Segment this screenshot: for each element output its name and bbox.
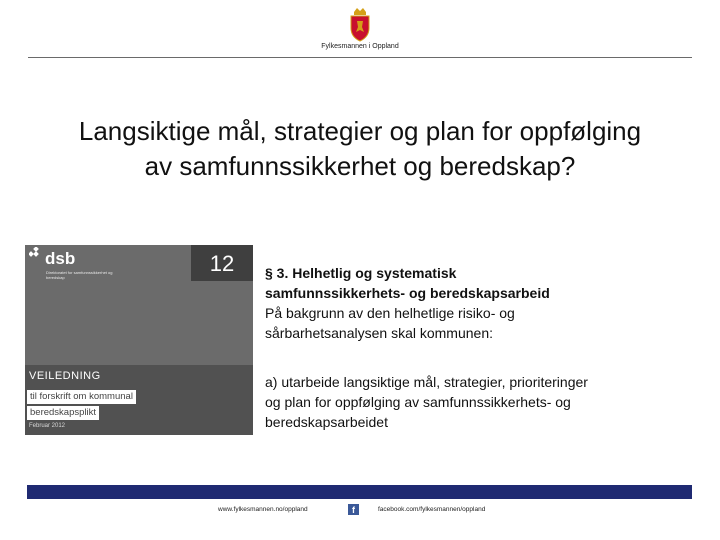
body-line-1: På bakgrunn av den helhetlige risiko- og [265,305,515,321]
footer-bar [27,485,692,499]
regulation-point-a [265,372,665,432]
regulation-paragraph [265,263,605,343]
facebook-link[interactable]: facebook.com/fylkesmannen/oppland [378,506,486,513]
title-line-2: av samfunnssikkerhet og beredskap? [144,151,576,181]
title-line-1: Langsiktige mål, strategier og plan for oppfølging [78,116,642,146]
dsb-publisher: Direktoratet for samfunnssikkerhet og beredskap [46,270,113,280]
organization-name: Fylkesmannen i Oppland [321,43,399,50]
body-line-2: sårbarhetsanalysen skal kommunen: [265,325,494,341]
guide-cover-image [25,245,253,435]
website-link[interactable]: www.fylkesmannen.no/oppland [218,506,308,513]
coat-of-arms-icon [345,8,375,42]
dsb-mark-icon [29,247,43,261]
cover-subtitle-band-1: til forskrift om kommunal [27,390,136,404]
point-a-line-2: og plan for oppfølging av samfunnssikkerhets- og [265,394,571,410]
cover-date: Februar 2012 [29,423,66,429]
cover-subtitle-band-2: beredskapsplikt [27,406,99,420]
section-heading-line-2: samfunnssikkerhets- og beredskapsarbeid [265,285,550,301]
dsb-logo: dsb [45,249,76,268]
cover-number: 12 [191,245,253,281]
facebook-icon[interactable]: f [348,504,359,515]
point-a-line-1: a) utarbeide langsiktige mål, strategier, prioriteringer [265,374,588,390]
header-divider [28,57,692,58]
section-heading-line-1: § 3. Helhetlig og systematisk [265,265,457,281]
cover-label: VEILEDNING [29,370,101,382]
slide-title [20,114,700,184]
point-a-line-3: beredskapsarbeidet [265,414,388,430]
